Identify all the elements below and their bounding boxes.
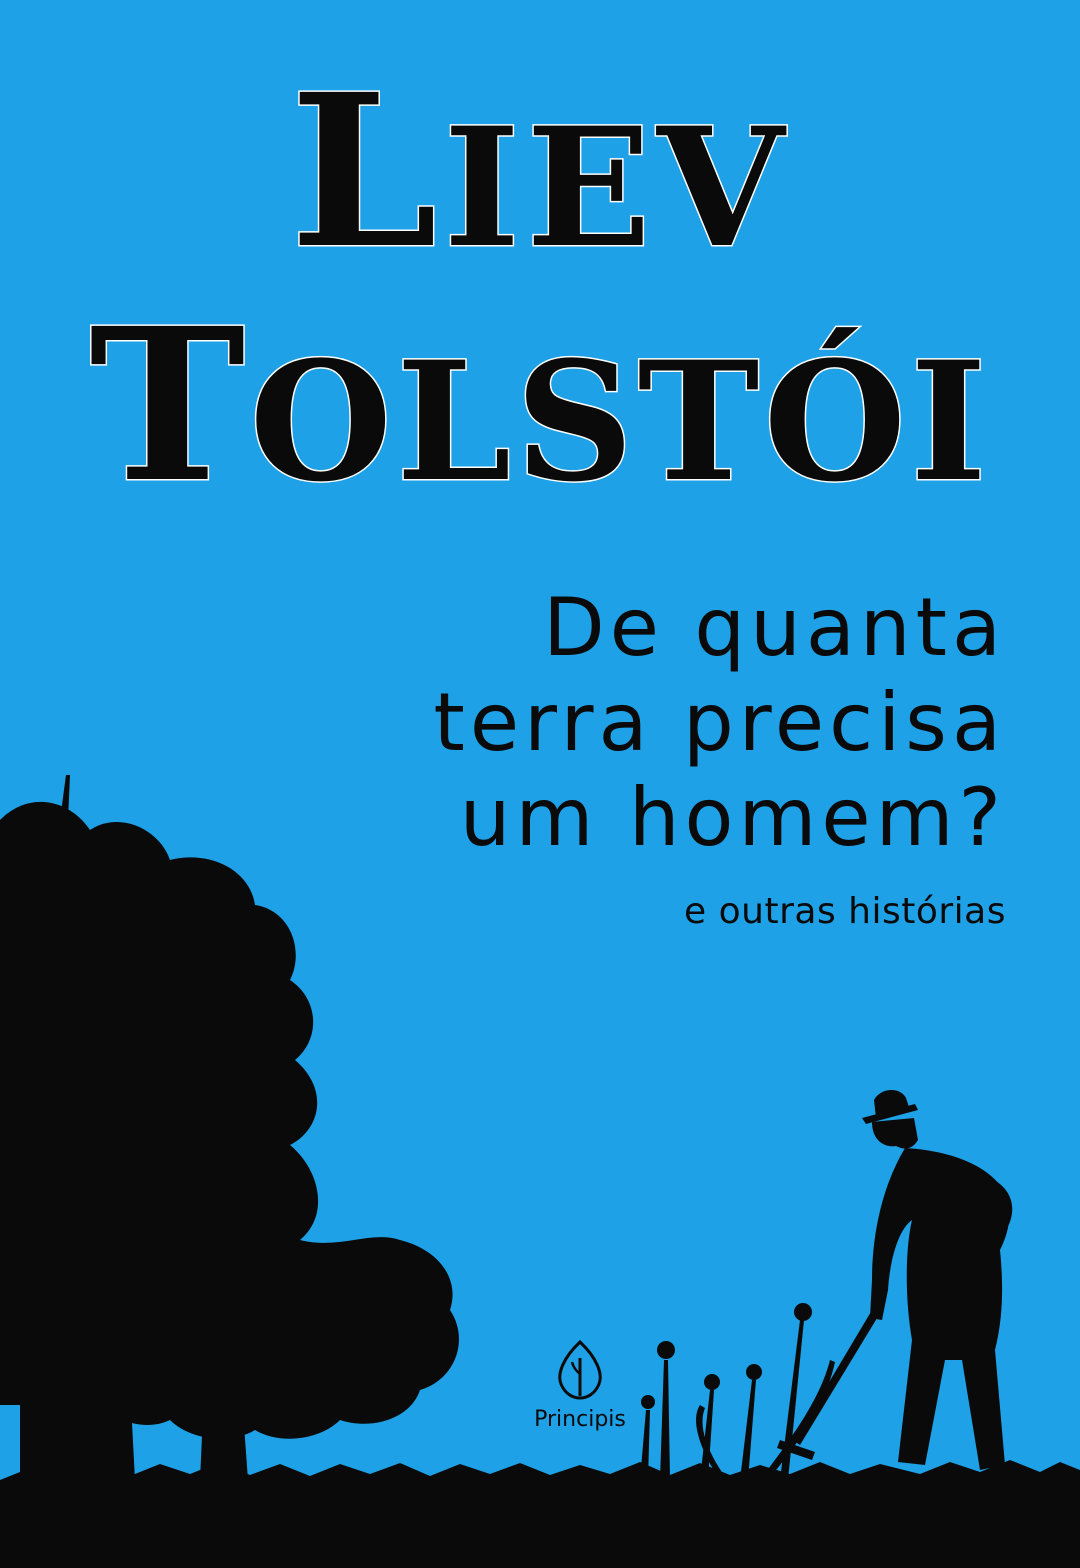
book-subtitle: e outras histórias — [684, 891, 1006, 932]
title-line-2: terra precisa — [433, 676, 1006, 769]
title-line-1: De quanta — [543, 581, 1006, 674]
ground-silhouette — [0, 1460, 1080, 1568]
publisher-logo — [520, 1340, 640, 1432]
author-first-name: LIEV — [289, 48, 791, 295]
publisher-name: Principis — [534, 1407, 626, 1432]
leaf-icon — [553, 1340, 607, 1400]
title-line-3: um homem? — [459, 771, 1006, 864]
author-last-name: TOLSTÓI — [89, 282, 991, 529]
tree-silhouette-icon — [0, 775, 459, 1480]
